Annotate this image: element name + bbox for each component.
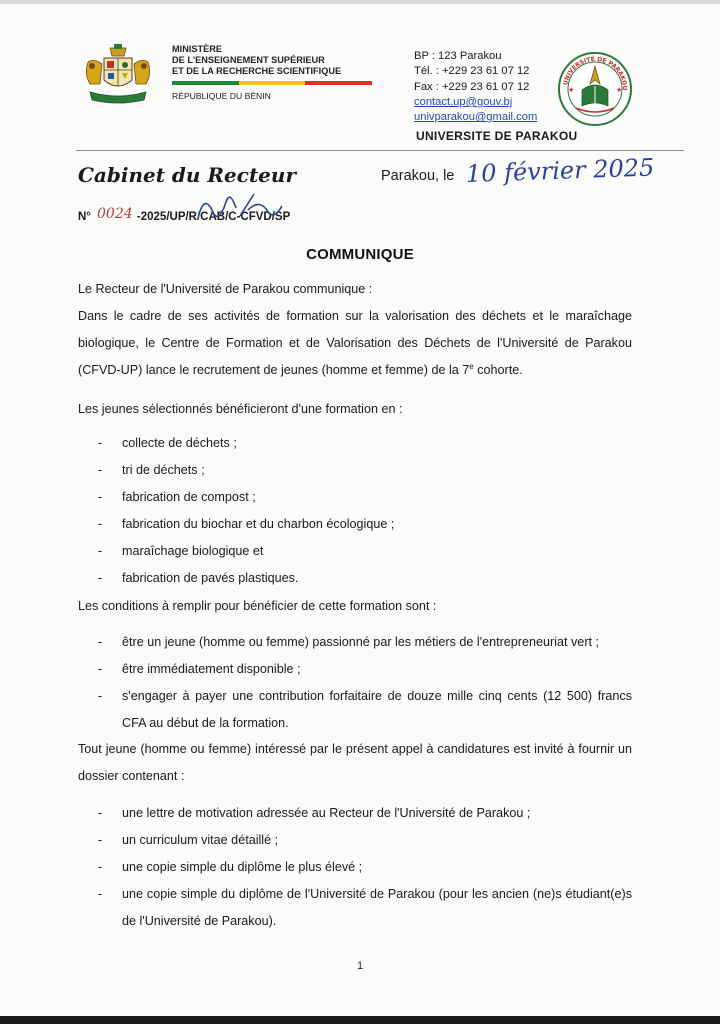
bullet-dash: - [98,635,103,649]
list-item [98,430,632,457]
training-intro: Les jeunes sélectionnés bénéficieront d'une formation en : [78,402,403,416]
list-item [98,629,632,656]
list-item [98,656,632,683]
email-link-contact[interactable]: contact.up@gouv.bj [414,95,513,108]
republic-name: RÉPUBLIQUE DU BÉNIN [172,91,271,101]
fax: Fax : +229 23 61 07 12 [414,80,530,93]
list-item-text: une lettre de motivation adressée au Recteur de l'Université de Parakou ; [122,806,531,820]
handwritten-reference: 0024 [97,206,133,222]
page-number: 1 [356,960,364,972]
po-box: BP : 123 Parakou [414,50,502,62]
email-link-gmail[interactable]: univparakou@gmail.com [414,111,538,124]
list-item [98,484,632,511]
list-item [98,457,632,484]
list-item [98,565,632,592]
list-item-text: être un jeune (homme ou femme) passionné par les métiers de l'entrepreneuriat vert ; [122,635,600,649]
conditions-intro: Les conditions à remplir pour bénéficier de cette formation sont : [78,599,437,613]
ministry-line-2: DE L'ENSEIGNEMENT SUPÉRIEUR [172,55,325,65]
list-item-text: maraîchage biologique et [122,544,264,558]
flag-yellow [239,81,306,85]
handwritten-date: 10 février 2025 [465,153,655,188]
bullet-dash: - [98,806,103,820]
list-item-text: être immédiatement disponible ; [122,662,301,676]
university-seal-icon [556,50,634,128]
list-item [98,881,632,935]
initials-signature [190,188,290,230]
university-name: UNIVERSITE DE PARAKOU [416,129,578,143]
bullet-dash: - [98,463,103,477]
telephone: Tél. : +229 23 61 07 12 [414,65,530,78]
list-item-text: une copie simple du diplôme de l'Université de Parakou (pour les ancien (ne)s étudiant(e)s de l'Université de Parakou). [122,887,632,928]
flag-green [172,81,239,85]
bullet-dash: - [98,689,103,703]
ministry-name [172,44,341,77]
list-item [98,683,632,737]
bullet-dash: - [98,662,103,676]
benin-coat-of-arms-icon [80,44,156,104]
bullet-dash: - [98,887,103,901]
application-paragraph: Tout jeune (homme ou femme) intéressé par le présent appel à candidatures est invité à fournir un dossier contenant : [78,742,632,783]
announcement-text: Dans le cadre de ses activités de formation sur la valorisation des déchets et le maraîchage biologique, le Centre de Formation et de Valorisation des Déchets de l'Université de Parakou (CFVD-UP) lance le recrutement de jeunes (homme et femme) de la 7 [78,309,632,377]
list-item-text: s'engager à payer une contribution forfaitaire de douze mille cinq cents (12 500) francs CFA au début de la formation. [122,689,632,730]
bullet-dash: - [98,436,103,450]
top-edge [0,0,720,4]
bottom-edge [0,1016,720,1024]
ordinal-superscript: e [469,361,474,371]
reference-prefix: N° [78,211,91,223]
list-item-text: un curriculum vitae détaillé ; [122,833,279,847]
contact-block [414,49,537,125]
intro-paragraph: Le Recteur de l'Université de Parakou communique : [78,282,373,296]
ministry-line-1: MINISTÈRE [172,44,223,54]
document-title: COMMUNIQUE [306,246,414,263]
list-item [98,538,632,565]
seal-text: UNIVERSITÉ DE PARAKOU [562,55,629,91]
bullet-dash: - [98,490,103,504]
svg-text:★: ★ [568,87,575,94]
ministry-line-3: ET DE LA RECHERCHE SCIENTIFIQUE [172,66,342,76]
list-item [98,800,632,827]
date-prefix: Parakou, le [381,168,455,184]
list-item [98,511,632,538]
list-item-text: fabrication du biochar et du charbon écologique ; [122,517,395,531]
svg-text:★: ★ [616,87,623,94]
list-item [98,854,632,881]
list-item [98,827,632,854]
announcement-text-end: cohorte. [473,363,523,377]
announcement-paragraph [78,303,632,384]
flag-red [305,81,372,85]
bullet-dash: - [98,544,103,558]
bullet-dash: - [98,833,103,847]
list-item-text: fabrication de compost ; [122,490,256,504]
list-item-text: tri de déchets ; [122,463,205,477]
list-item-text: collecte de déchets ; [122,436,237,450]
bullet-dash: - [98,517,103,531]
national-flag-bar [172,81,372,85]
bullet-dash: - [98,571,103,585]
header-divider [76,150,684,151]
bullet-dash: - [98,860,103,874]
cabinet-title: Cabinet du Recteur [78,163,296,187]
list-item-text: fabrication de pavés plastiques. [122,571,299,585]
reference-suffix: -2025/UP/R/CAB/C-CFVD/SP [136,211,291,223]
list-item-text: une copie simple du diplôme le plus élevé ; [122,860,363,874]
